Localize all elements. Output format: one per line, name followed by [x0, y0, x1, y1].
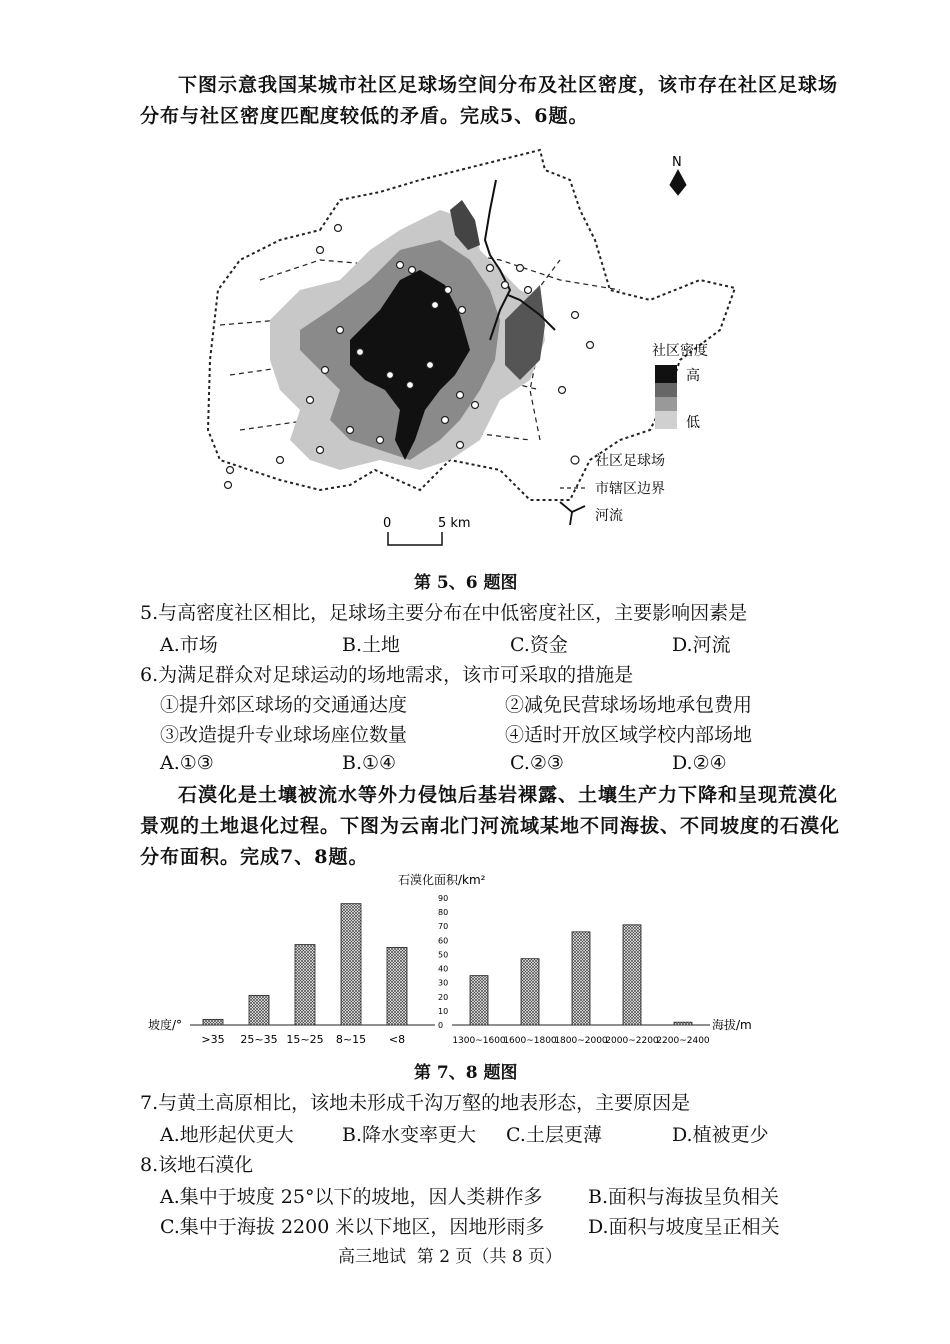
q6-stem: 6.为满足群众对足球运动的场地需求，该市可采取的措施是 [140, 664, 634, 686]
community-map [200, 140, 760, 560]
legend-low-label: 低 [686, 415, 700, 431]
y-tick-label: 10 [438, 1006, 449, 1016]
scale-zero-label: 0 [383, 516, 392, 531]
q6-item-4: ④适时开放区域学校内部场地 [505, 724, 753, 746]
slope-bar [203, 1019, 223, 1025]
field-marker [459, 307, 466, 314]
legend-boundary-label: 市辖区边界 [595, 481, 665, 497]
field-marker [227, 467, 234, 474]
field-marker [442, 417, 449, 424]
field-marker [445, 287, 452, 294]
field-marker [225, 482, 232, 489]
north-arrow-icon [670, 170, 686, 195]
field-marker [587, 342, 594, 349]
legend-high-label: 高 [686, 368, 700, 384]
legend-high-swatch [655, 365, 677, 383]
field-marker [487, 265, 494, 272]
elevation-bar [521, 959, 539, 1025]
field-marker [457, 442, 464, 449]
elevation-bar [470, 976, 488, 1025]
q6-item-2: ②减免民营球场场地承包费用 [505, 694, 753, 716]
q8-option-a: A.集中于坡度 25°以下的坡地，因人类耕作多 [160, 1186, 543, 1208]
q5-option-d: D.河流 [672, 634, 731, 656]
q5-option-c: C.资金 [510, 634, 568, 656]
q6-option-a: A.①③ [160, 752, 214, 774]
legend-field-label: 社区足球场 [595, 453, 665, 469]
q6-option-b: B.①④ [342, 752, 397, 774]
legend-river-icon [560, 502, 585, 525]
elevation-category-label: 2200~2400 [656, 1036, 710, 1046]
field-marker [337, 327, 344, 334]
legend-field-marker [571, 456, 579, 464]
slope-category-label: >35 [201, 1033, 225, 1046]
legend-mid-swatch [655, 383, 677, 397]
intro-paragraph-1: 下图示意我国某城市社区足球场空间分布及社区密度，该市存在社区足球场分布与社区密度匹配度较低的矛盾。完成5、6题。 [140, 74, 839, 127]
elevation-category-label: 2000~2200 [605, 1036, 659, 1046]
chart-ylabel: 石漠化面积/km² [398, 873, 486, 887]
elevation-bar [623, 925, 641, 1025]
q5-option-b: B.土地 [342, 634, 401, 656]
field-marker [572, 312, 579, 319]
slope-category-label: 8~15 [335, 1033, 367, 1046]
q6-option-d: D.②④ [672, 752, 727, 774]
y-tick-label: 90 [438, 894, 449, 903]
y-tick-label: 20 [438, 992, 449, 1002]
slope-bar [249, 995, 269, 1025]
field-marker [317, 247, 324, 254]
slope-bar [387, 947, 407, 1025]
legend-mid2-swatch [655, 397, 677, 411]
elevation-category-label: 1800~2000 [554, 1036, 608, 1046]
q8-option-c: C.集中于海拔 2200 米以下地区，因地形雨多 [160, 1216, 545, 1238]
intro-paragraph-2: 石漠化是土壤被流水等外力侵蚀后基岩裸露、土壤生产力下降和呈现荒漠化景观的土地退化过程。下图为云南北门河流域某地不同海拔、不同坡度的石漠化分布面积。完成7、8题。 [140, 784, 841, 868]
scale-bar [388, 532, 442, 545]
q7-option-a: A.地形起伏更大 [160, 1124, 294, 1146]
field-marker [409, 267, 416, 274]
y-tick-label: 80 [438, 908, 449, 918]
q7-option-c: C.土层更薄 [506, 1124, 602, 1146]
field-marker [397, 262, 404, 269]
field-marker [277, 457, 284, 464]
y-tick-label: 50 [438, 950, 449, 960]
field-marker [322, 367, 329, 374]
q6-item-3: ③改造提升专业球场座位数量 [160, 724, 408, 746]
legend-low-swatch [655, 411, 677, 429]
q5-stem: 5.与高密度社区相比，足球场主要分布在中低密度社区，主要影响因素是 [140, 602, 748, 624]
field-marker [517, 265, 524, 272]
slope-category-label: 15~25 [286, 1033, 324, 1046]
map-caption: 第 5、6 题图 [414, 573, 518, 593]
y-tick-label: 30 [438, 978, 449, 988]
field-marker [432, 302, 439, 309]
legend-density-title: 社区密度 [652, 343, 708, 359]
y-tick-label: 40 [438, 964, 449, 974]
field-marker [377, 437, 384, 444]
slope-bar [295, 945, 315, 1025]
scale-five-label: 5 km [438, 516, 471, 531]
field-marker [472, 402, 479, 409]
field-marker [387, 372, 394, 379]
legend-river-label: 河流 [595, 508, 623, 524]
q6-item-1: ①提升郊区球场的交通通达度 [160, 694, 408, 716]
q7-option-b: B.降水变率更大 [342, 1124, 477, 1146]
field-marker [317, 447, 324, 454]
slope-bar [341, 904, 361, 1025]
elevation-category-label: 1300~1600 [452, 1036, 506, 1046]
q8-option-d: D.面积与坡度呈正相关 [588, 1216, 780, 1238]
q7-option-d: D.植被更少 [672, 1124, 769, 1146]
field-marker [502, 282, 509, 289]
y-tick-label: 60 [438, 936, 449, 946]
q6-option-c: C.②③ [510, 752, 564, 774]
elevation-category-label: 1600~1800 [503, 1036, 557, 1046]
field-marker [525, 287, 532, 294]
chart-caption: 第 7、8 题图 [414, 1063, 518, 1083]
q8-stem: 8.该地石漠化 [140, 1154, 254, 1176]
q5-option-a: A.市场 [160, 634, 218, 656]
page-footer: 高三地试 第 2 页（共 8 页） [338, 1247, 563, 1267]
field-marker [307, 397, 314, 404]
field-marker [335, 225, 342, 232]
slope-category-label: 25~35 [240, 1033, 278, 1046]
slope-category-label: <8 [388, 1033, 406, 1046]
elevation-bar [674, 1022, 692, 1025]
field-marker [457, 392, 464, 399]
elevation-bar [572, 932, 590, 1025]
field-marker [347, 427, 354, 434]
q7-stem: 7.与黄土高原相比，该地未形成千沟万壑的地表形态，主要原因是 [140, 1092, 691, 1114]
field-marker [407, 382, 414, 389]
y-tick-label: 0 [438, 1021, 444, 1030]
desertification-chart [140, 868, 780, 1058]
north-label: N [672, 155, 682, 170]
y-tick-label: 70 [438, 922, 449, 932]
field-marker [559, 387, 566, 394]
q8-option-b: B.面积与海拔呈负相关 [588, 1186, 780, 1208]
field-marker [427, 362, 434, 369]
slope-xlabel: 坡度/° [148, 1018, 183, 1032]
elevation-xlabel: 海拔/m [712, 1018, 752, 1032]
field-marker [357, 349, 364, 356]
